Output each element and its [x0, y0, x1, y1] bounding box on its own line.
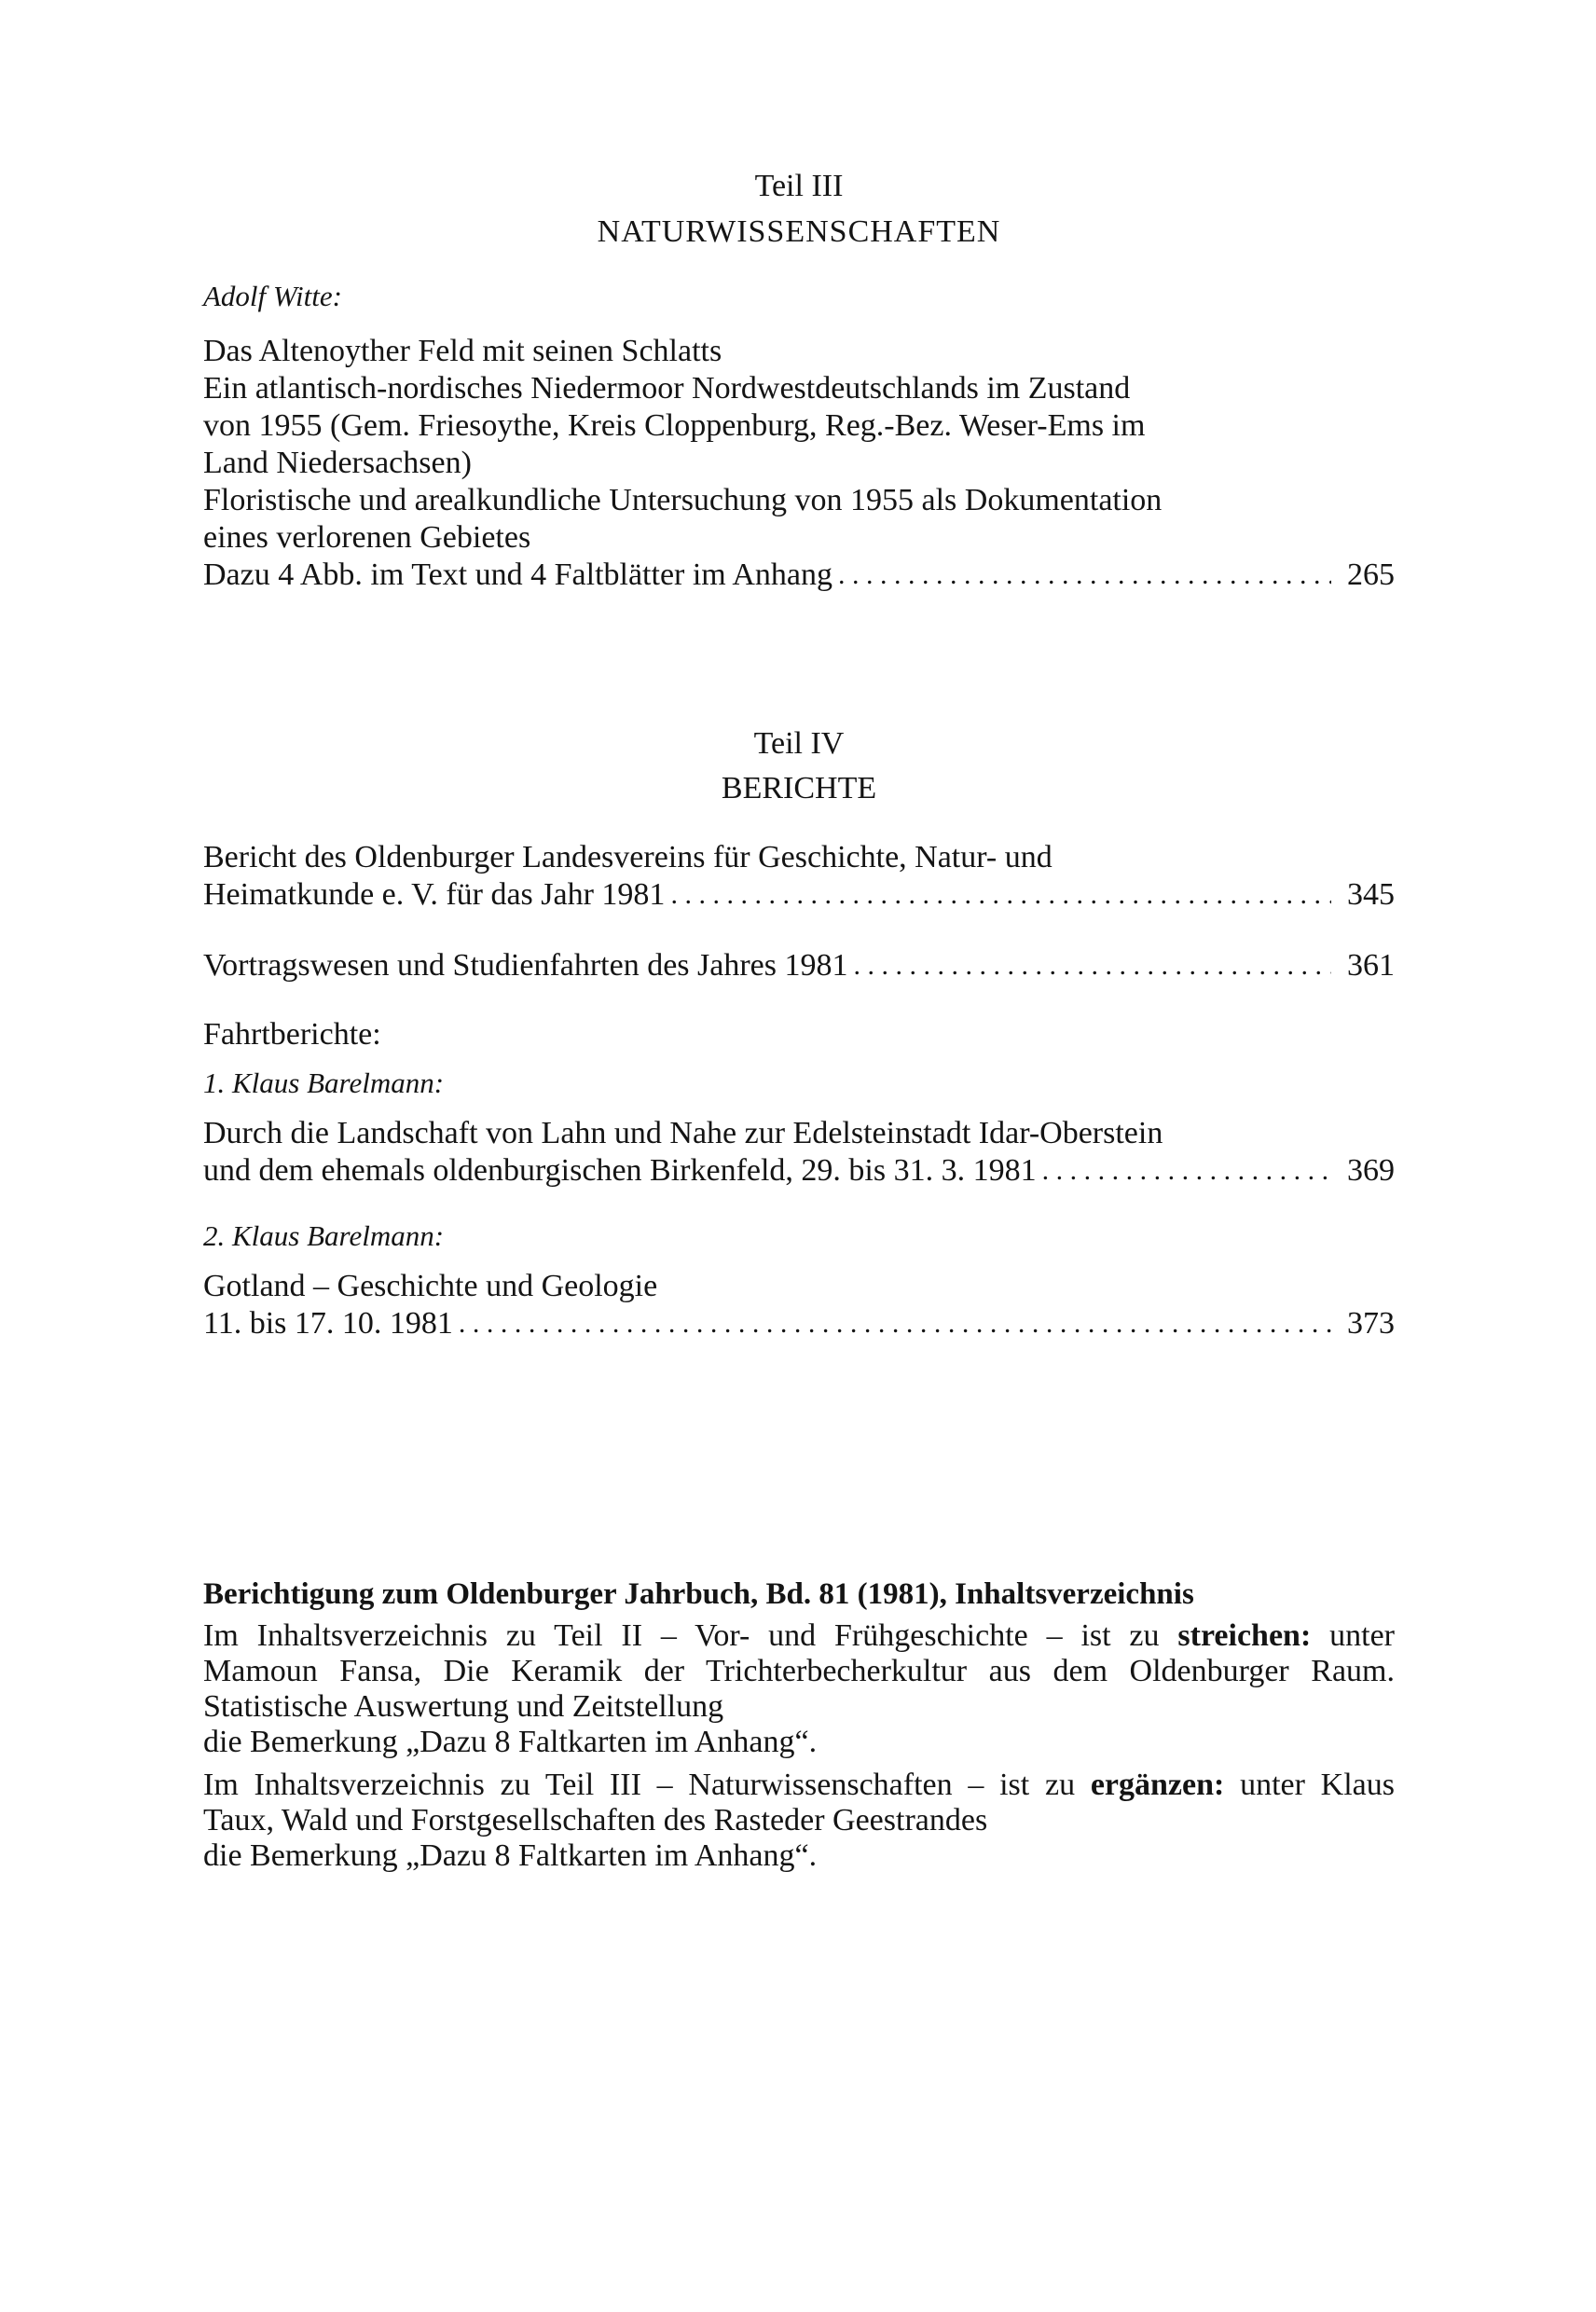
part3-entry-last-line — [203, 557, 1395, 594]
correction-paragraph-1 — [203, 1618, 1395, 1760]
correction-p2-keyword: ergänzen: — [1090, 1768, 1225, 1802]
part4-label: Teil IV — [753, 726, 845, 761]
trip1-line-2-text: und dem ehemals oldenburgischen Birkenfeld, 29. bis 31. 3. 1981 — [203, 1153, 1037, 1188]
correction-p2-line-3: die Bemerkung „Dazu 8 Faltkarten im Anhang“. — [203, 1838, 818, 1873]
correction-p1-line-2: Mamoun Fansa, Die Keramik der Trichterbecherkultur aus dem Oldenburger Raum. — [203, 1654, 1395, 1688]
lectures-text: Vortragswesen und Studienfahrten des Jahres 1981 — [203, 948, 848, 983]
correction-heading: Berichtigung zum Oldenburger Jahrbuch, Bd. 81 (1981), Inhaltsverzeichnis — [203, 1577, 1194, 1611]
part3-entry-line: Land Niedersachsen) — [203, 446, 472, 480]
trip1-author: 1. Klaus Barelmann: — [203, 1067, 445, 1099]
trip2-author: 2. Klaus Barelmann: — [203, 1219, 445, 1252]
report-entry — [203, 839, 1395, 914]
page-number: 265 — [1347, 557, 1395, 592]
correction-p2-line-2: Taux, Wald und Forstgesellschaften des Rasteder Geestrandes — [203, 1803, 988, 1837]
correction-p1-line-1 — [203, 1618, 1395, 1654]
trip2-line-2 — [203, 1305, 1395, 1342]
correction-p1-line-3: Statistische Auswertung und Zeitstellung — [203, 1689, 724, 1724]
trip1-line-1: Durch die Landschaft von Lahn und Nahe zur Edelsteinstadt Idar-Oberstein — [203, 1116, 1163, 1150]
correction-p1-line-4: die Bemerkung „Dazu 8 Faltkarten im Anhang“. — [203, 1725, 818, 1759]
part3-entry-last-text: Dazu 4 Abb. im Text und 4 Faltblätter im Anhang — [203, 557, 833, 592]
page-number: 373 — [1347, 1306, 1395, 1341]
correction-paragraph-2 — [203, 1768, 1395, 1874]
part3-entry-line: Das Altenoyther Feld mit seinen Schlatts — [203, 334, 722, 368]
trip2-line-2-text: 11. bis 17. 10. 1981 — [203, 1306, 453, 1341]
trips-heading: Fahrtberichte: — [203, 1017, 381, 1052]
correction-p1-keyword: streichen: — [1177, 1618, 1312, 1653]
leader-dots — [670, 876, 1331, 914]
part4-title: BERICHTE — [721, 771, 877, 805]
correction-p1-text-end: unter — [1311, 1618, 1395, 1653]
page-number: 345 — [1347, 877, 1395, 912]
part3-entry-line: Floristische und arealkundliche Untersuchung von 1955 als Dokumentation — [203, 483, 1163, 517]
correction-p2-line-1 — [203, 1768, 1395, 1803]
trip2-entry — [203, 1268, 1395, 1342]
report-line-2-text: Heimatkunde e. V. für das Jahr 1981 — [203, 877, 666, 912]
correction-p2-text-end: unter Klaus — [1224, 1768, 1395, 1802]
lectures-line — [203, 947, 1395, 984]
part3-entry-line: Ein atlantisch-nordisches Niedermoor Nordwestdeutschlands im Zustand — [203, 371, 1131, 406]
correction-p1-text: Im Inhaltsverzeichnis zu Teil II – Vor- und Frühgeschichte – ist zu — [203, 1618, 1178, 1653]
leader-dots — [854, 947, 1331, 984]
trip1-line-2 — [203, 1152, 1395, 1190]
leader-dots — [838, 557, 1331, 594]
page-number: 361 — [1347, 948, 1395, 983]
part3-author: Adolf Witte: — [203, 280, 342, 312]
trip1-entry — [203, 1115, 1395, 1190]
part3-entry-line: eines verlorenen Gebietes — [203, 520, 531, 555]
part3-entry-line: von 1955 (Gem. Friesoythe, Kreis Cloppenburg, Reg.-Bez. Weser-Ems im — [203, 408, 1146, 443]
lectures-entry — [203, 947, 1395, 984]
leader-dots — [459, 1305, 1331, 1342]
report-line-2 — [203, 876, 1395, 914]
part3-title: NATURWISSENSCHAFTEN — [597, 214, 1001, 249]
part3-label: Teil III — [754, 169, 844, 203]
trip2-line-1: Gotland – Geschichte und Geologie — [203, 1269, 658, 1303]
page-number: 369 — [1347, 1153, 1395, 1188]
correction-p2-text: Im Inhaltsverzeichnis zu Teil III – Naturwissenschaften – ist zu — [203, 1768, 1091, 1802]
report-line-1: Bericht des Oldenburger Landesvereins für Geschichte, Natur- und — [203, 840, 1053, 874]
part3-entry — [203, 333, 1395, 594]
leader-dots — [1042, 1152, 1331, 1190]
